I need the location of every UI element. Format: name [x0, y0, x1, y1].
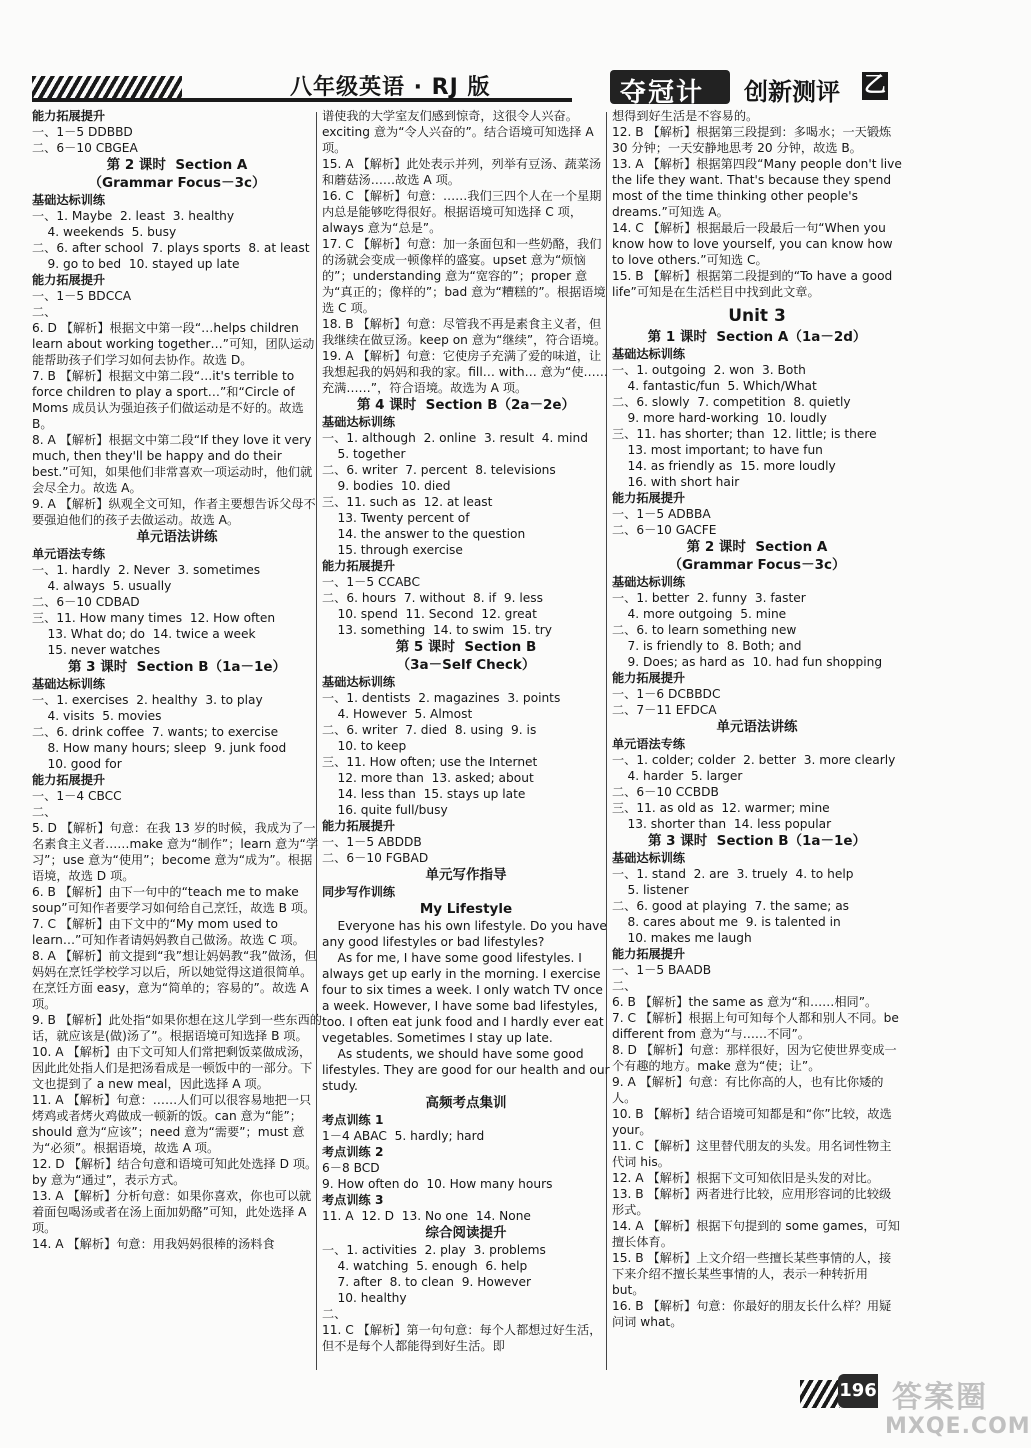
answer-line: 一、1. although 2. online 3. result 4. mind — [322, 431, 589, 445]
answer-line: 二、6. slowly 7. competition 8. quietly — [612, 395, 851, 409]
lesson-heading: 第 2 课时 Section A — [686, 539, 828, 555]
lesson-heading: 单元语法讲练 — [136, 529, 218, 545]
answer-line: 4. watching 5. enough 6. help — [322, 1259, 528, 1273]
answer-line: 二、6－10 CDBAD — [32, 595, 140, 609]
answer-line: 10. healthy — [322, 1291, 407, 1305]
answer-line: 13. A 【解析】分析句意：如果你喜欢，你也可以就着面包喝汤或者在汤上面加奶酪”可知，此处选择 A 项。 — [32, 1189, 312, 1235]
answer-line: 15. never watches — [32, 643, 161, 657]
section-heading: 单元语法专练 — [32, 547, 106, 561]
answer-line: 13. A 【解析】根据第四段“Many people don't live the life they want. That's because they spend most of the time thinking other people's dreams.”可知选 A。 — [612, 157, 906, 219]
answer-line: 11. A 【解析】句意：……人们可以很容易地把一只烤鸡或者烤火鸡做成一顿新的饭。can 意为“能”；should 意为“应该”；need 意为“需要”；must 意为“必须”。根据语境，故选 A 项。 — [32, 1093, 312, 1155]
answer-line: 16. with short hair — [612, 475, 740, 489]
answer-column-3 — [612, 108, 906, 1330]
section-heading: 能力拓展提升 — [612, 491, 686, 505]
answer-line: 13. B 【解析】两者进行比较，应用形容词的比较级形式。 — [612, 1187, 892, 1217]
book-title: 八年级英语 · RJ 版 — [290, 75, 491, 100]
answer-line: 10. good for — [32, 757, 122, 771]
answer-line: 一、1. dentists 2. magazines 3. points — [322, 691, 561, 705]
answer-line: 13. something 14. to swim 15. try — [322, 623, 552, 637]
answer-line: 二、 — [612, 979, 637, 993]
section-heading: 基础达标训练 — [612, 347, 686, 361]
answer-line: 4. more outgoing 5. mine — [612, 607, 787, 621]
answer-line: 6－8 BCD — [322, 1161, 380, 1175]
brand-logo — [590, 64, 735, 110]
answer-line: 二、6. to learn something new — [612, 623, 797, 637]
answer-line: 一、1. Maybe 2. least 3. healthy — [32, 209, 235, 223]
answer-line: 4. always 5. usually — [32, 579, 172, 593]
answer-line: 6. B 【解析】由下一句中的“teach me to make soup”可知作者要学习如何给自己烹饪，故选 B 项。 — [32, 885, 316, 915]
answer-line: 10. makes me laugh — [612, 931, 752, 945]
lesson-heading: 高频考点集训 — [425, 1095, 507, 1111]
answer-line: 一、1. colder; colder 2. better 3. more clearly — [612, 753, 896, 767]
answer-line: 13. most important; to have fun — [612, 443, 823, 457]
answer-line: 一、1. outgoing 2. won 3. Both — [612, 363, 806, 377]
answer-line: As students, we should have some good lifestyles. They are good for our health and our study. — [322, 1047, 614, 1093]
answer-line: 三、11. as old as 12. warmer; mine — [612, 801, 830, 815]
answer-line: 二、6. drink coffee 7. wants; to exercise — [32, 725, 279, 739]
page-number: 196 — [838, 1374, 878, 1408]
answer-line: 一、1. hardly 2. Never 3. sometimes — [32, 563, 261, 577]
section-heading: 考点训练 2 — [322, 1145, 384, 1159]
answer-line: 19. A 【解析】句意：它使房子充满了爱的味道，让我想起我的妈妈和我的家。fill… with… 意为“使……充满……”，符合语境。故选为 A 项。 — [322, 349, 608, 395]
section-heading: 基础达标训练 — [612, 851, 686, 865]
answer-line: 9. bodies 10. died — [322, 479, 451, 493]
answer-line: 7. after 8. to clean 9. However — [322, 1275, 532, 1289]
watermark — [885, 1372, 1031, 1444]
answer-line: 11. C 【解析】第一句句意：每个人都想过好生活，但不是每个人都能得到好生活。即 — [322, 1323, 602, 1353]
answer-line: 14. A 【解析】句意：用我妈妈很棒的汤料食 — [32, 1237, 275, 1251]
answer-line: 9. more hard-working 10. loudly — [612, 411, 827, 425]
answer-line: 4. harder 5. larger — [612, 769, 743, 783]
grade-mark-icon: 乙 — [863, 73, 886, 98]
answer-line: 一、1－5 BDCCA — [32, 289, 132, 303]
section-heading: 能力拓展提升 — [32, 273, 106, 287]
answer-line: 12. more than 13. asked; about — [322, 771, 534, 785]
lesson-heading: 第 3 课时 Section B（1a－1e） — [67, 659, 287, 675]
answer-line: 二、 — [322, 1307, 347, 1321]
lesson-heading: （Grammar Focus－3c） — [668, 557, 846, 573]
answer-line: 11. A 12. D 13. No one 14. None — [322, 1209, 531, 1223]
answer-line: 一、1－5 BAADB — [612, 963, 712, 977]
answer-line: 三、11. How often; use the Internet — [322, 755, 538, 769]
answer-line: 9. A 【解析】句意：有比你高的人，也有比你矮的人。 — [612, 1075, 884, 1105]
answer-line: 一、1－6 DCBBDC — [612, 687, 721, 701]
answer-line: 14. as friendly as 15. more loudly — [612, 459, 836, 473]
section-heading: 基础达标训练 — [322, 415, 396, 429]
answer-line: 二、6. after school 7. plays sports 8. at least — [32, 241, 310, 255]
answer-line: 4. fantastic/fun 5. Which/What — [612, 379, 817, 393]
answer-line: 一、1. activities 2. play 3. problems — [322, 1243, 546, 1257]
answer-line: 谱使我的大学室友们感到惊奇，这很令人兴奋。exciting 意为“令人兴奋的”。结合语境可知选择 A 项。 — [322, 109, 598, 155]
answer-line: 8. A 【解析】根据文中第二段“If they love it very much, then they'll be happy and do their best.”可知，如果他们非常喜欢一项运动时，他们就会尽全力。故选 A。 — [32, 433, 316, 495]
section-heading: 基础达标训练 — [32, 677, 106, 691]
section-heading: 基础达标训练 — [612, 575, 686, 589]
unit-heading: Unit 3 — [728, 306, 786, 326]
answer-line: 一、1. better 2. funny 3. faster — [612, 591, 806, 605]
answer-line: 15. through exercise — [322, 543, 463, 557]
lesson-heading: 第 3 课时 Section B（1a－1e） — [647, 833, 867, 849]
section-heading: 考点训练 1 — [322, 1113, 384, 1127]
answer-line: Everyone has his own lifestyle. Do you have any good lifestyles or bad lifestyles? — [322, 919, 611, 949]
answer-line: 4. However 5. Almost — [322, 707, 473, 721]
answer-line: 10. to keep — [322, 739, 407, 753]
answer-line: 三、11. How many times 12. How often — [32, 611, 276, 625]
answer-line: 10. spend 11. Second 12. great — [322, 607, 537, 621]
section-heading: 能力拓展提升 — [322, 559, 396, 573]
section-heading: 基础达标训练 — [32, 193, 106, 207]
page-number-stripes — [800, 1380, 840, 1408]
answer-line: 13. shorter than 14. less popular — [612, 817, 832, 831]
answer-line: 6. B 【解析】the same as 意为“和……相同”。 — [612, 995, 878, 1009]
answer-column-1 — [32, 108, 322, 1252]
answer-line: 9. A 【解析】纵观全文可知，作者主要想告诉父母不要强迫他们的孩子去做运动。故选 A。 — [32, 497, 316, 527]
answer-line: 18. B 【解析】句意：尽管我不再是素食主义者，但我继续在做豆汤。keep on 意为“继续”，符合语境。 — [322, 317, 607, 347]
answer-line: 一、1－5 DDBBD — [32, 125, 133, 139]
lesson-heading: 第 2 课时 Section A — [106, 157, 248, 173]
lesson-heading: 第 5 课时 Section B — [395, 639, 537, 655]
answer-line: 16. C 【解析】句意：……我们三四个人在一个星期内总是能够吃得很好。根据语境可知选择 C 项，always 意为“总是”。 — [322, 189, 602, 235]
answer-line: 7. C 【解析】根据上句可知每个人都和别人不同。be different from 意为“与……不同”。 — [612, 1011, 903, 1041]
answer-line: 14. C 【解析】根据最后一段最后一句“When you know how to love yourself, you can know how to love others.”可知选 C。 — [612, 221, 897, 267]
answer-line: 13. What do; do 14. twice a week — [32, 627, 256, 641]
answer-line: 二、6－10 CBGEA — [32, 141, 138, 155]
section-heading: 考点训练 3 — [322, 1193, 384, 1207]
answer-line: 一、1. stand 2. are 3. truely 4. to help — [612, 867, 854, 881]
answer-line: 17. C 【解析】句意：加一条面包和一些奶酪，我们的汤就会变成一顿像样的盛宴。upset 意为“烦恼的”；understanding 意为“宽容的”；proper 意为“真正的；像样的”；bad 意为“糟糕的”。根据语境选 C 项。 — [322, 237, 606, 315]
answer-line: 12. D 【解析】结合句意和语境可知此处选择 D 项。by 意为“通过”，表示方式。 — [32, 1157, 318, 1187]
answer-line: 12. A 【解析】根据下文可知依旧是头发的对比。 — [612, 1171, 880, 1185]
answer-line: 一、1－4 CBCC — [32, 789, 122, 803]
answer-line: 8. cares about me 9. is talented in — [612, 915, 841, 929]
answer-line: 15. B 【解析】上文介绍一些擅长某些事情的人，接下来介绍不擅长某些事情的人，表示一种转折用 but。 — [612, 1251, 892, 1297]
answer-line: 5. together — [322, 447, 406, 461]
answer-line: 5. D 【解析】句意：在我 13 岁的时候，我成为了一名素食主义者……make 意为“制作”；learn 意为“学习”；use 意为“使用”；become 意为“成为”。根据语境，故选 D 项。 — [32, 821, 319, 883]
page-header — [0, 0, 1000, 112]
answer-line: 二、6. writer 7. percent 8. televisions — [322, 463, 556, 477]
answer-line: 6. D 【解析】根据文中第一段“…helps children learn about working together…”可知，团队运动能帮助孩子们学习如何去协作。故选 D。 — [32, 321, 315, 367]
answer-line: 4. weekends 5. busy — [32, 225, 177, 239]
answer-line: 10. A 【解析】由下文可知人们常把剩饭菜做成汤，因此此处指人们是把汤看成是一顿饭中的一部分。下文也提到了 a new meal，因此选择 A 项。 — [32, 1045, 313, 1091]
section-heading: 能力拓展提升 — [32, 109, 106, 123]
answer-line: 10. B 【解析】结合语境可知都是和“你”比较，故选 your。 — [612, 1107, 896, 1137]
watermark-url: MXQE.COM — [885, 1414, 1031, 1439]
answer-line: 9. Does; as hard as 10. had fun shopping — [612, 655, 883, 669]
lesson-heading: （3a－Self Check） — [396, 657, 536, 673]
answer-line: 二、6－10 GACFE — [612, 523, 717, 537]
answer-line: As for me, I have some good lifestyles. I always get up early in the morning. I exercise four to six times a week. I only watch TV once a week. However, I have some bad lifestyles, too. I often eat junk food and I hardly ever eat vegetables. Sometimes I stay up late. — [322, 951, 608, 1045]
lesson-heading: 单元写作指导 — [425, 867, 507, 883]
answer-line: 8. D 【解析】句意：那样很好，因为它使世界变成一个有趣的地方。make 意为“使；让”。 — [612, 1043, 897, 1073]
answer-line: 9. go to bed 10. stayed up late — [32, 257, 240, 271]
answer-line: 9. B 【解析】此处指“如果你想在这儿学到一些东西的话，就应该是(做)汤了”。根据语境可知选择 B 项。 — [32, 1013, 322, 1043]
answer-line: 9. How often do 10. How many hours — [322, 1177, 553, 1191]
header-stripes — [32, 76, 182, 98]
watermark-logo: 答案圈 — [892, 1380, 988, 1415]
answer-line: 一、1－5 ADBBA — [612, 507, 711, 521]
answer-line: 三、11. has shorter; than 12. little; is there — [612, 427, 877, 441]
answer-line: 8. A 【解析】前文提到“我”想让妈妈教“我”做汤，但妈妈在烹饪学校学习以后，所以她觉得这道很简单。在烹饪方面 easy，意为“简单的；容易的”。故选 A 项。 — [32, 949, 317, 1011]
section-heading: 同步写作训练 — [322, 885, 396, 899]
answer-line: 11. C 【解析】这里替代朋友的头发。用名词性物主代词 his。 — [612, 1139, 892, 1169]
answer-line: 14. the answer to the question — [322, 527, 526, 541]
section-heading: 基础达标训练 — [322, 675, 396, 689]
section-heading: 能力拓展提升 — [612, 947, 686, 961]
answer-line: 二、6－10 CCBDB — [612, 785, 719, 799]
section-heading: 能力拓展提升 — [32, 773, 106, 787]
lesson-heading: （Grammar Focus－3c） — [88, 175, 266, 191]
answer-line: 1－4 ABAC 5. hardly; hard — [322, 1129, 485, 1143]
lesson-heading: 综合阅读提升 — [425, 1225, 507, 1241]
answer-line: 二、 — [32, 805, 57, 819]
answer-line: 16. B 【解析】句意：你最好的朋友长什么样？用疑问词 what。 — [612, 1299, 892, 1329]
answer-line: 7. is friendly to 8. Both; and — [612, 639, 802, 653]
answer-line: 15. A 【解析】此处表示并列，列举有豆汤、蔬菜汤和蘑菇汤……故选 A 项。 — [322, 157, 602, 187]
answer-line: 二、6. hours 7. without 8. if 9. less — [322, 591, 543, 605]
lesson-heading: 单元语法讲练 — [716, 719, 798, 735]
logo-text: 夺冠计 — [620, 78, 705, 108]
answer-line: 7. B 【解析】根据文中第二段“…it's terrible to force children to play a sport…”和“Circle of Moms 成员认为强迫孩子们做运动是不好的。故选 B。 — [32, 369, 308, 431]
answer-line: 7. C 【解析】由下文中的“My mom used to learn…”可知作者请妈妈教自己做汤。故选 C 项。 — [32, 917, 305, 947]
answer-line: 14. A 【解析】根据下句提到的 some games，可知擅长体育。 — [612, 1219, 900, 1249]
answer-line: 15. B 【解析】根据第二段提到的“To have a good life”可知是在生活栏目中找到此文章。 — [612, 269, 897, 299]
answer-line: 4. visits 5. movies — [32, 709, 162, 723]
section-heading: 能力拓展提升 — [612, 671, 686, 685]
answer-line: 一、1. exercises 2. healthy 3. to play — [32, 693, 263, 707]
answer-line: 16. quite full/busy — [322, 803, 448, 817]
answer-line: 三、11. such as 12. at least — [322, 495, 493, 509]
answer-line: 二、7－11 EFDCA — [612, 703, 717, 717]
lesson-heading: 第 4 课时 Section B（2a－2e） — [356, 397, 576, 413]
section-heading: 能力拓展提升 — [322, 819, 396, 833]
answer-line: 5. listener — [612, 883, 689, 897]
lesson-heading: 第 1 课时 Section A（1a－2d） — [647, 329, 867, 345]
lesson-heading: My Lifestyle — [419, 901, 513, 917]
answer-line: 14. less than 15. stays up late — [322, 787, 526, 801]
answer-line: 12. B 【解析】根据第三段提到：多喝水；一天锻炼 30 分钟；一天安静地思考 20 分钟，故选 B。 — [612, 125, 896, 155]
answer-line: 13. Twenty percent of — [322, 511, 470, 525]
answer-column-2 — [322, 108, 614, 1354]
answer-line: 一、1－5 ABDDB — [322, 835, 422, 849]
answer-line: 想得到好生活是不容易的。 — [612, 109, 759, 123]
answer-line: 二、 — [32, 305, 57, 319]
series-name: 创新测评 — [744, 78, 840, 106]
answer-line: 二、6－10 FGBAD — [322, 851, 429, 865]
section-heading: 单元语法专练 — [612, 737, 686, 751]
answer-line: 一、1－5 CCABC — [322, 575, 420, 589]
answer-line: 二、6. good at playing 7. the same; as — [612, 899, 850, 913]
answer-line: 8. How many hours; sleep 9. junk food — [32, 741, 287, 755]
answer-line: 二、6. writer 7. died 8. using 9. is — [322, 723, 537, 737]
